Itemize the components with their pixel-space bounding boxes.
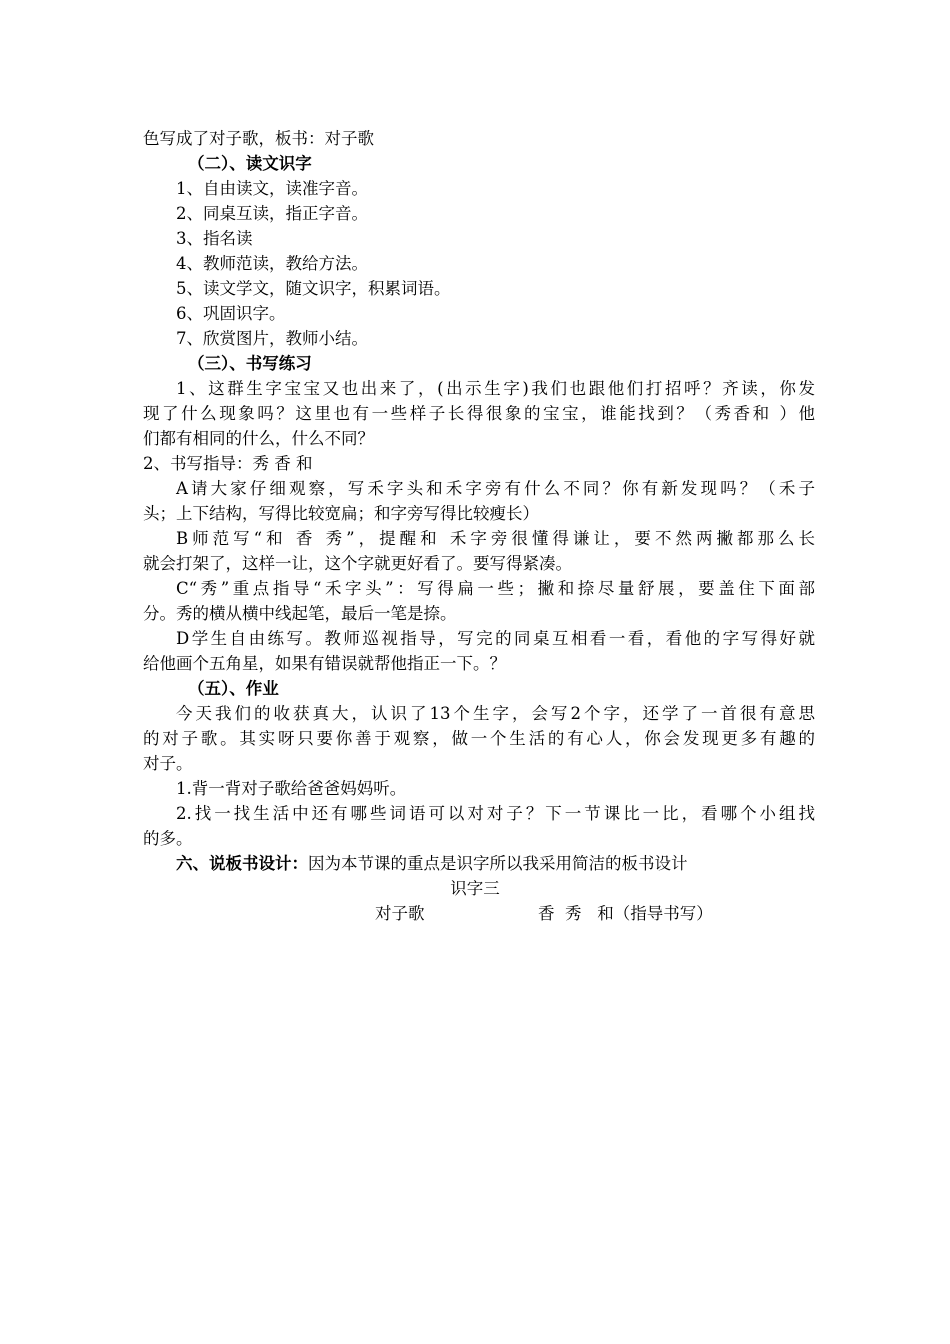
text-line: 分。秀的横从横中线起笔，最后一笔是捺。 <box>143 604 457 623</box>
text-line: A请大家仔细观察，写禾字头和禾字旁有什么不同？你有新发现吗？（禾子 <box>176 479 815 498</box>
text-line: 今天我们的收获真大，认识了13个生字，会写2个字，还学了一首很有意思 <box>176 704 815 723</box>
list-item: 1.背一背对子歌给爸爸妈妈听。 <box>176 779 407 798</box>
text-line: 的对子歌。其实呀只要你善于观察，做一个生活的有心人，你会发现更多有趣的 <box>143 729 815 748</box>
text-line: 色写成了对子歌，板书：对子歌 <box>143 129 374 148</box>
text-line: C“秀”重点指导“禾字头”：写得扁一些；撇和捺尽量舒展，要盖住下面部 <box>176 579 815 598</box>
board-left: 对子歌 <box>375 904 425 923</box>
text-line: 1、这群生字宝宝又也出来了，(出示生字)我们也跟他们打招呼？齐读，你发 <box>176 379 815 398</box>
list-item: 7、欣赏图片，教师小结。 <box>176 329 368 348</box>
text-line: 们都有相同的什么，什么不同？ <box>143 429 374 448</box>
text-line: 头；上下结构，写得比较宽扁；和字旁写得比较瘦长） <box>143 504 539 523</box>
text-line: B师范写“和 香 秀”，提醒和 禾字旁很懂得谦让，要不然两撇都那么长 <box>176 529 815 548</box>
list-item: 2、同桌互读，指正字音。 <box>176 204 368 223</box>
list-item: 3、指名读 <box>176 229 253 248</box>
board-design-text: 因为本节课的重点是识字所以我采用简洁的板书设计 <box>308 854 688 873</box>
text-line: 对子。 <box>143 754 193 773</box>
list-item: 6、巩固识字。 <box>176 304 286 323</box>
text-line: 现了什么现象吗？这里也有一些样子长得很象的宝宝，谁能找到？（秀香和 ）他 <box>143 404 815 423</box>
list-item: 1、自由读文，读准字音。 <box>176 179 368 198</box>
text-line: 给他画个五角星，如果有错误就帮他指正一下。？ <box>143 654 506 673</box>
text-line: 的多。 <box>143 829 193 848</box>
section-heading: （二）、读文识字 <box>188 154 312 173</box>
list-item: 4、教师范读，教给方法。 <box>176 254 368 273</box>
board-design-line <box>176 851 848 876</box>
list-item: 5、读文学文，随文识字，积累词语。 <box>176 279 451 298</box>
board-title: 识字三 <box>450 879 500 898</box>
board-right: 香 秀 和（指导书写） <box>538 904 713 923</box>
board-design-heading: 六、说板书设计： <box>176 854 308 873</box>
section-heading: （三）、书写练习 <box>188 354 312 373</box>
list-item: 2.找一找生活中还有哪些词语可以对对子？下一节课比一比，看哪个小组找 <box>176 804 815 823</box>
text-line: 2、书写指导：秀 香 和 <box>143 454 313 473</box>
text-line: D学生自由练写。教师巡视指导，写完的同桌互相看一看，看他的字写得好就 <box>176 629 815 648</box>
section-heading: （五）、作业 <box>188 679 279 698</box>
text-line: 就会打架了，这样一让，这个字就更好看了。要写得紧凑。 <box>143 554 572 573</box>
